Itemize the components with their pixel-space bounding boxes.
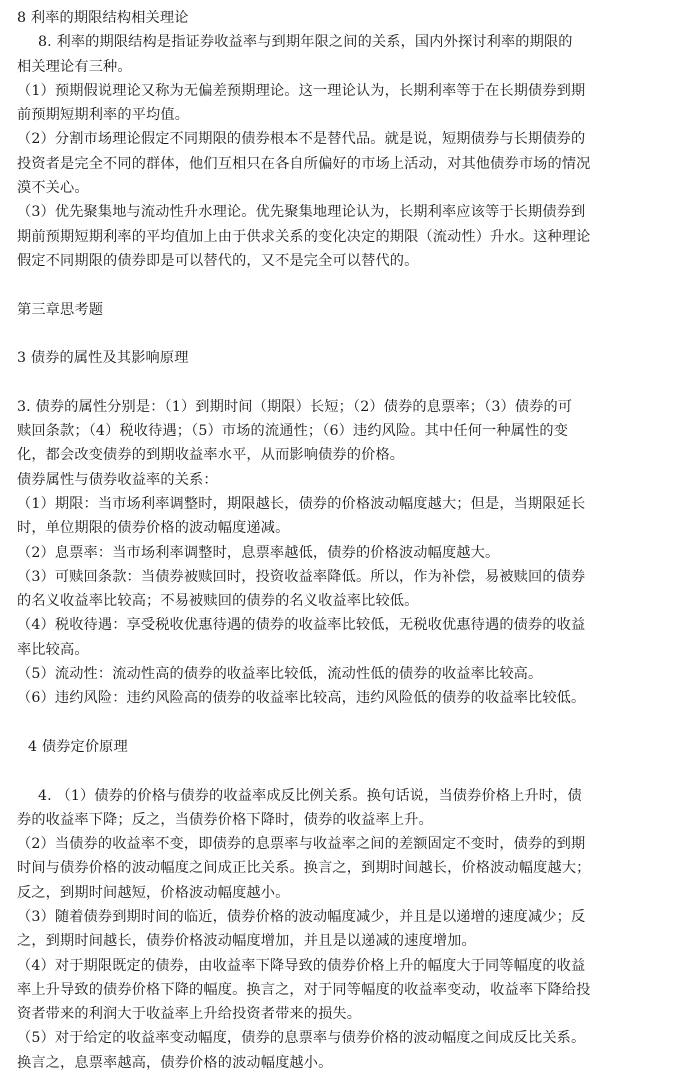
- paragraph-line: 4. （1）债券的价格与债券的收益率成反比例关系。换句话说，当债券价格上升时，债: [38, 787, 582, 804]
- paragraph-line: 债券属性与债券收益率的关系：: [17, 471, 218, 488]
- paragraph-line: 前预期短期利率的平均值。: [17, 107, 190, 124]
- paragraph-line: （4）税收待遇：享受税收优惠待遇的债券的收益率比较低，无税收优惠待遇的债券的收益: [17, 617, 586, 634]
- blank-line: [17, 273, 662, 297]
- paragraph-line: 期前预期短期利率的平均值加上由于供求关系的变化决定的期限（流动性）升水。这种理论: [17, 228, 591, 245]
- paragraph-line: 假定不同期限的债券即是可以替代的，又不是完全可以替代的。: [17, 252, 419, 269]
- paragraph-line: （4）对于期限既定的债券，由收益率下降导致的债券价格上升的幅度大于同等幅度的收益: [17, 957, 586, 974]
- blank-line: [17, 759, 662, 783]
- paragraph-line: 8. 利率的期限结构是指证券收益率与到期年限之间的关系，国内外探讨利率的期限的: [38, 34, 573, 51]
- blank-line: [17, 322, 662, 346]
- paragraph-line: 之，到期时间越长，债券价格波动幅度增加，并且是以递减的速度增加。: [17, 933, 476, 950]
- paragraph-line: 赎回条款；（4）税收待遇；（5）市场的流通性；（6）违约风险。其中任何一种属性的变: [17, 423, 569, 440]
- paragraph-line: （3）可赎回条款：当债券被赎回时，投资收益率降低。所以，作为补偿，易被赎回的债券: [17, 568, 586, 585]
- paragraph-line: （2）息票率：当市场利率调整时，息票率越低，债券的价格波动幅度越大。: [17, 544, 500, 561]
- paragraph-line: （2）当债券的收益率不变，即债券的息票率与收益率之间的差额固定不变时，债券的到期: [17, 836, 586, 853]
- paragraph-line: （5）流动性：流动性高的债券的收益率比较低，流动性低的债券的收益率比较高。: [17, 666, 543, 683]
- paragraph-line: （3）随着债券到期时间的临近，债券价格的波动幅度减少，并且是以递增的速度减少；反: [17, 908, 586, 925]
- paragraph-line: （3）优先聚集地与流动性升水理论。优先聚集地理论认为，长期利率应该等于长期债券到: [17, 204, 586, 221]
- paragraph-line: 换言之，息票率越高，债券价格的波动幅度越小。: [17, 1054, 333, 1071]
- paragraph-line: 3. 债券的属性分别是：（1）到期时间（期限）长短；（2）债券的息票率；（3）债券的可: [17, 398, 573, 415]
- paragraph-line: 的名义收益率比较高；不易被赎回的债券的名义收益率比较低。: [17, 593, 419, 610]
- paragraph-line: 漠不关心。: [17, 180, 89, 197]
- section-heading: 3 债券的属性及其影响原理: [17, 350, 189, 367]
- blank-line: [17, 370, 662, 394]
- section-heading: 4 债券定价原理: [28, 738, 128, 755]
- paragraph-line: 率比较高。: [17, 641, 89, 658]
- chapter-heading: 第三章思考题: [17, 301, 104, 318]
- paragraph-line: （5）对于给定的收益率变动幅度，债券的息票率与债券价格的波动幅度之间成反比关系。: [17, 1030, 586, 1047]
- paragraph-line: （6）违约风险：违约风险高的债券的收益率比较高，违约风险低的债券的收益率比较低。: [17, 690, 586, 707]
- paragraph-line: 反之，到期时间越短，价格波动幅度越小。: [17, 884, 290, 901]
- paragraph-line: 化，都会改变债券的到期收益率水平，从而影响债券的价格。: [17, 447, 405, 464]
- paragraph-line: 券的收益率下降；反之，当债券价格下降时，债券的收益率上升。: [17, 811, 433, 828]
- paragraph-line: （1）期限：当市场利率调整时，期限越长，债券的价格波动幅度越大；但是，当期限延长: [17, 495, 586, 512]
- section-heading: 8 利率的期限结构相关理论: [17, 10, 189, 26]
- paragraph-line: 资者带来的利润大于收益率上升给投资者带来的损失。: [17, 1006, 362, 1023]
- paragraph-line: 时间与债券价格的波动幅度之间成正比关系。换言之，到期时间越长，价格波动幅度越大；: [17, 860, 591, 877]
- paragraph-line: 相关理论有三种。: [17, 58, 132, 75]
- paragraph-line: 投资者是完全不同的群体，他们互相只在各自所偏好的市场上活动，对其他债券市场的情况: [17, 155, 591, 172]
- paragraph-line: （1）预期假说理论又称为无偏差预期理论。这一理论认为，长期利率等于在长期债券到期: [17, 82, 586, 99]
- paragraph-line: 时，单位期限的债券价格的波动幅度递减。: [17, 520, 290, 537]
- paragraph-line: （2）分割市场理论假定不同期限的债券根本不是替代品。就是说，短期债券与长期债券的: [17, 131, 586, 148]
- blank-line: [17, 711, 662, 735]
- paragraph-line: 率上升导致的债券价格下降的幅度。换言之，对于同等幅度的收益率变动，收益率下降给投: [17, 981, 591, 998]
